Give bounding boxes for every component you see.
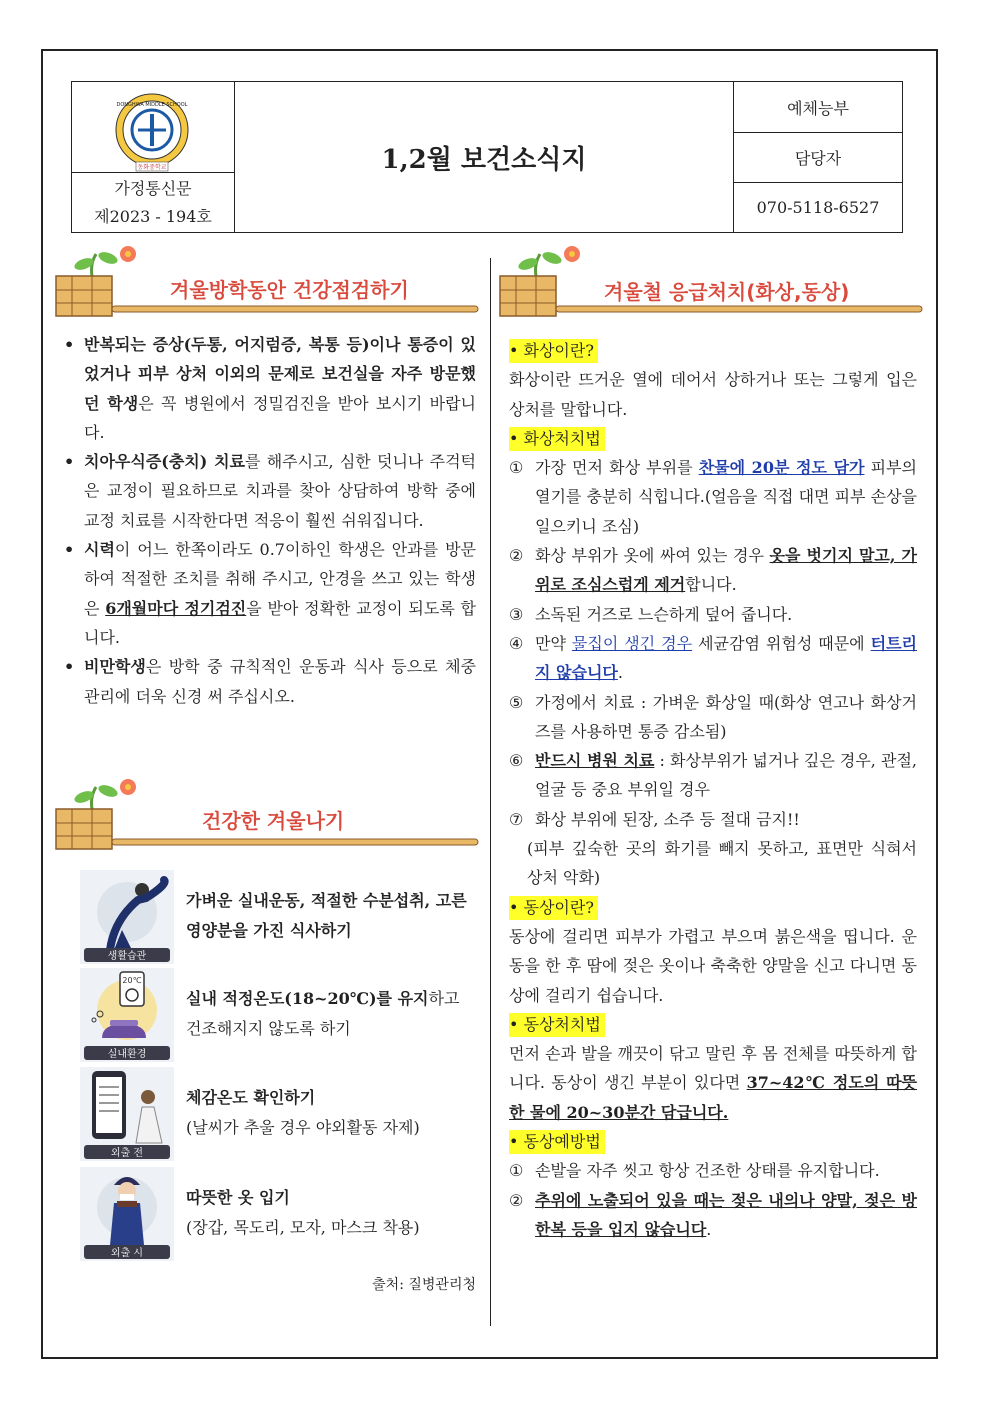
item-label: 외출 전	[110, 1148, 144, 1159]
section-banner-checkup	[52, 242, 482, 322]
heading-frostbite-treatment: • 동상처치법	[509, 1013, 605, 1037]
body-text: (날씨가 추울 경우 야외활동 자제)	[186, 1118, 420, 1137]
item-text	[186, 886, 476, 946]
heading-frostbite-prevention: • 동상예방법	[509, 1130, 605, 1154]
body-text: 이 어느 한쪽이라도 0.7이하인 학생은 안과를 방문하여 적절한 조치를 취해 주시고, 안경을 쓰고 있는 학생은	[84, 540, 476, 618]
bold-text: 시력	[84, 540, 115, 560]
underlined-text: 6개월마다 정기검진	[105, 598, 247, 618]
bold-text: 실내 적정온도(18~20℃)를 유지	[186, 989, 429, 1008]
heading-burn-definition: • 화상이란?	[509, 339, 598, 363]
bold-text: 반복되는 증상(두통, 어지럼증, 복통 등)이나 통증이 있었거나 피부 상처 이외의 문제로 보건실을 자주 방문했던 학생	[84, 335, 476, 413]
heading-burn-treatment: • 화상처치법	[509, 427, 605, 451]
issue-number: 제2023 - 194호	[94, 207, 212, 226]
underlined-text: 찬물에 20분 정도 담가	[698, 458, 865, 478]
list-item	[62, 652, 476, 711]
body-text: 은 꼭 병원에서 정밀검진을 받아 보시기 바랍니다.	[84, 393, 476, 442]
body-text: .	[617, 663, 623, 683]
body-text: 은 방학 중 규칙적인 운동과 식사 등으로 체중 관리에 더욱 신경 써 주십시오.	[84, 657, 476, 706]
body-text: 을 받아 정확한 교정이 되도록 합니다.	[84, 598, 476, 647]
body-text: 먼저 손과 발을 깨끗이 닦고 말린 후 몸 전체를 따뜻하게 합니다. 동상이 생긴 부분이 있다면	[509, 1044, 917, 1093]
list-item	[62, 447, 476, 535]
phone-number: 070-5118-6527	[734, 182, 902, 232]
source-credit: 출처: 질병관리청	[372, 1277, 476, 1293]
step-number: ⑤	[509, 692, 524, 712]
body-text: 소독된 거즈로 느슨하게 덮어 줍니다.	[535, 604, 793, 624]
list-item	[62, 330, 476, 447]
burn-step	[509, 629, 917, 688]
section-title-checkup: 겨울방학동안 건강점검하기	[170, 278, 409, 302]
humidifier-thermometer-icon	[80, 968, 174, 1062]
bold-text: 치아우식증(충치) 치료	[84, 452, 245, 472]
burn-step	[509, 453, 917, 541]
body-text: 하고 건조해지지 않도록 하기	[186, 989, 460, 1038]
section-title-winter: 건강한 겨울나기	[202, 809, 345, 833]
heading-frostbite-definition: • 동상이란?	[509, 896, 598, 920]
page-title: 1,2월 보건소식지	[381, 144, 587, 175]
stretching-person-icon	[80, 870, 174, 964]
body-text: 가정에서 치료 : 가벼운 화상일 때(화상 연고나 화상거즈를 사용하면 통증 감소됨)	[535, 692, 917, 741]
step-number: ⑦	[509, 809, 524, 829]
section-banner-winter	[52, 775, 482, 855]
winter-item-habit	[80, 870, 480, 964]
step-number: ⑥	[509, 751, 524, 771]
burn-step	[509, 688, 917, 747]
body-text: (장갑, 목도리, 모자, 마스크 착용)	[186, 1218, 420, 1237]
underlined-text: 추위에 노출되어 있을 때는 젖은 내의나 양말, 젖은 방한복 등을 입지 않습니다	[535, 1190, 917, 1239]
section-title-firstaid: 겨울철 응급처치(화상,동상)	[604, 280, 850, 304]
frostbite-treatment	[509, 1039, 917, 1127]
burn-step-note: (피부 깊숙한 곳의 화기를 빼지 못하고, 표면만 식혀서 상처 악화)	[527, 839, 917, 888]
newsletter-label: 가정통신문	[114, 179, 192, 198]
step-number: ②	[509, 546, 524, 566]
warm-clothes-person-icon	[80, 1167, 174, 1261]
bold-text: 가벼운 실내운동, 적절한 수분섭취, 고른 영양분을 가진 식사하기	[186, 891, 467, 940]
burn-step	[509, 805, 917, 834]
step-number: ①	[509, 1161, 524, 1181]
list-item	[62, 535, 476, 652]
winter-item-going-out	[80, 1167, 480, 1261]
body-text: : 화상부위가 넓거나 깊은 경우, 관절, 얼굴 등 중요 부위일 경우	[535, 751, 917, 800]
underlined-text: 물집이 생긴 경우	[571, 633, 693, 653]
newsletter-header	[71, 81, 903, 233]
underlined-text: 37~42℃ 정도의 따뜻한 물에 20~30분간 담급니다.	[509, 1073, 918, 1122]
burn-step	[509, 600, 917, 629]
winter-item-environment	[80, 968, 480, 1062]
body-text: 만약	[535, 633, 572, 653]
thermo-label: 20℃	[122, 976, 142, 985]
section-banner-firstaid	[496, 242, 926, 322]
item-label: 생활습관	[107, 951, 147, 962]
logo-english-name: DONGHWA MIDDLE SCHOOL	[116, 102, 188, 108]
school-cell	[72, 82, 235, 232]
item-label: 외출 시	[110, 1248, 144, 1259]
bold-text: 비만학생	[84, 657, 146, 677]
frostbite-definition: 동상에 걸리면 피부가 가렵고 부으며 붉은색을 띱니다. 운동을 한 후 땀에 젖은 옷이나 축축한 양말을 신고 다니면 동상에 걸리기 쉽습니다.	[509, 926, 917, 1005]
contact-cell	[733, 82, 902, 232]
body-text: 가장 먼저 화상 부위를	[535, 458, 699, 478]
logo-school-name: 동화중학교	[137, 164, 167, 171]
prevention-step	[509, 1186, 917, 1245]
bold-text: 체감온도 확인하기	[186, 1088, 316, 1107]
firstaid-column	[509, 336, 917, 1244]
prevention-step	[509, 1156, 917, 1185]
body-text: 화상 부위가 옷에 싸여 있는 경우	[535, 546, 770, 566]
body-text: 피부의 열기를 충분히 식힙니다.(얼음을 직접 대면 피부 손상을 일으키니 조심)	[535, 458, 917, 536]
newsletter-label-box	[72, 172, 234, 232]
item-text	[186, 1083, 476, 1143]
step-number: ①	[509, 458, 524, 478]
underlined-text: 터트리지 않습니다	[535, 633, 917, 683]
bold-text: 따뜻한 옷 입기	[186, 1188, 290, 1207]
body-text: 를 해주시고, 심한 덧니나 주걱턱은 교정이 필요하므로 치과를 찾아 상담하여 방학 중에 교정 치료를 시작한다면 적응이 훨씬 쉬워집니다.	[84, 452, 476, 530]
body-text: 합니다.	[685, 575, 737, 595]
phone-weather-icon	[80, 1067, 174, 1161]
item-text	[186, 984, 476, 1044]
item-text	[186, 1183, 476, 1243]
winter-item-before-out	[80, 1067, 480, 1161]
body-text: .	[706, 1219, 712, 1239]
underlined-text: 반드시 병원 치료	[535, 751, 655, 771]
step-number: ②	[509, 1190, 524, 1210]
column-divider	[490, 258, 491, 1326]
step-number: ④	[509, 633, 524, 653]
underlined-text: 옷을 벗기지 말고, 가위로 조심스럽게 제거	[535, 546, 917, 595]
manager-label: 담당자	[734, 132, 902, 182]
body-text: 화상 부위에 된장, 소주 등 절대 금지!!	[535, 809, 800, 829]
step-number: ③	[509, 604, 524, 624]
department: 예체능부	[787, 98, 849, 118]
body-text: 손발을 자주 씻고 항상 건조한 상태를 유지합니다.	[535, 1161, 880, 1181]
school-logo	[112, 92, 192, 172]
burn-step	[509, 541, 917, 600]
burn-step	[509, 746, 917, 805]
checkup-list	[62, 330, 476, 711]
burn-definition: 화상이란 뜨거운 열에 데어서 상하거나 또는 그렇게 입은 상처를 말합니다.	[509, 370, 917, 419]
item-label: 실내환경	[107, 1049, 147, 1060]
body-text: 세균감염 위험성 때문에	[692, 633, 871, 653]
